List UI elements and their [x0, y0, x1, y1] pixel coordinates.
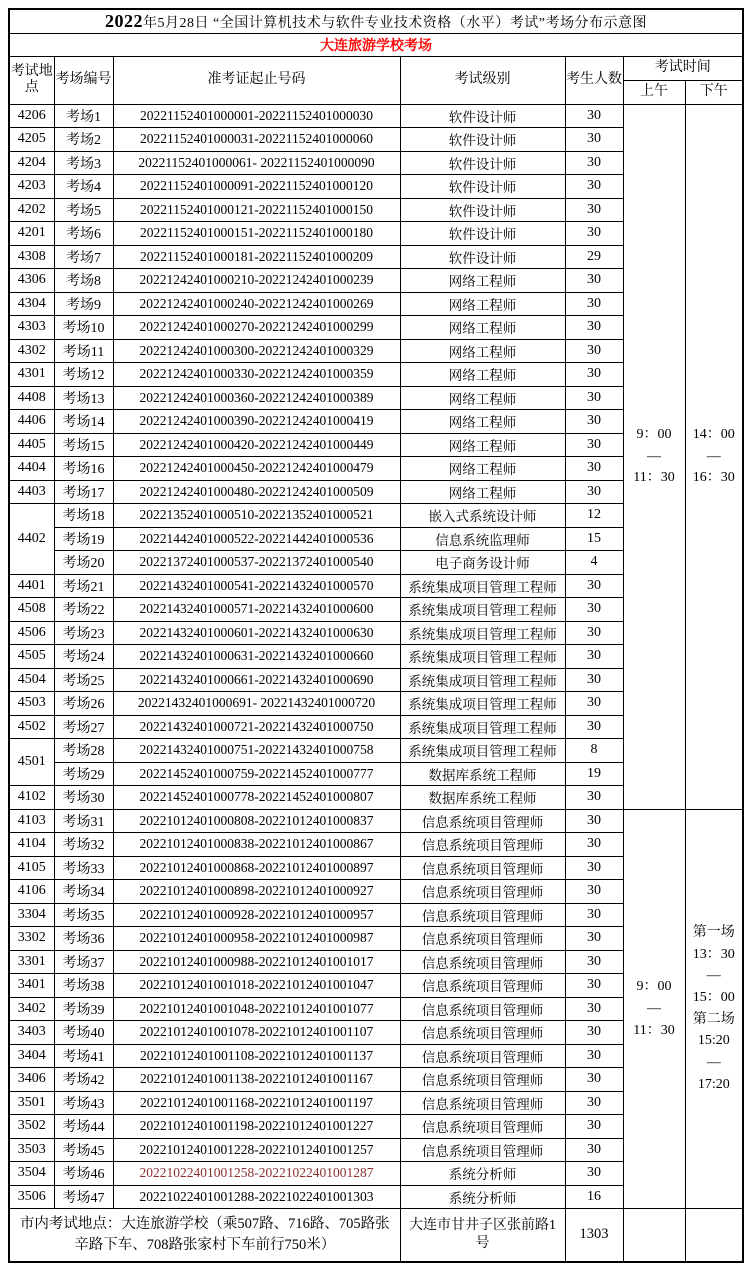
- exam-location-cell: 4503: [9, 692, 54, 716]
- ticket-range-cell: 20221242401000210-20221242401000239: [113, 269, 400, 293]
- afternoon-time-cell: 14：00 — 16：30: [685, 104, 743, 809]
- header-exam-level: 考试级别: [400, 57, 565, 105]
- exam-location-cell: 3506: [9, 1185, 54, 1209]
- exam-location-cell: 3503: [9, 1138, 54, 1162]
- examinee-count-cell: 30: [565, 903, 623, 927]
- exam-level-cell: 网络工程师: [400, 292, 565, 316]
- exam-room-cell: 考场25: [54, 668, 113, 692]
- exam-room-cell: 考场45: [54, 1138, 113, 1162]
- examinee-count-cell: 30: [565, 1115, 623, 1139]
- exam-room-cell: 考场1: [54, 104, 113, 128]
- ticket-range-cell: 20221012401001048-20221012401001077: [113, 997, 400, 1021]
- exam-room-cell: 考场42: [54, 1068, 113, 1092]
- ticket-range-cell: 20221012401000868-20221012401000897: [113, 856, 400, 880]
- ticket-range-cell: 20221242401000450-20221242401000479: [113, 457, 400, 481]
- exam-location-cell: 4502: [9, 715, 54, 739]
- exam-room-row: [9, 104, 743, 128]
- examinee-count-cell: 30: [565, 1021, 623, 1045]
- examinee-count-cell: 30: [565, 410, 623, 434]
- ticket-range-cell: 20221242401000360-20221242401000389: [113, 386, 400, 410]
- exam-level-cell: 信息系统项目管理师: [400, 1068, 565, 1092]
- exam-level-cell: 信息系统项目管理师: [400, 1138, 565, 1162]
- examinee-count-cell: 12: [565, 504, 623, 528]
- exam-location-cell: 4303: [9, 316, 54, 340]
- footer-morning-empty-cell: [623, 1209, 685, 1263]
- examinee-count-cell: 30: [565, 621, 623, 645]
- exam-level-cell: 软件设计师: [400, 151, 565, 175]
- exam-location-cell: 3304: [9, 903, 54, 927]
- exam-location-cell: 4501: [9, 739, 54, 786]
- header-ticket-range: 准考证起止号码: [113, 57, 400, 105]
- exam-location-cell: 4306: [9, 269, 54, 293]
- exam-level-cell: 系统集成项目管理工程师: [400, 715, 565, 739]
- exam-location-cell: 3401: [9, 974, 54, 998]
- exam-room-cell: 考场33: [54, 856, 113, 880]
- exam-location-cell: 4401: [9, 574, 54, 598]
- exam-level-cell: 信息系统项目管理师: [400, 1021, 565, 1045]
- exam-level-cell: 网络工程师: [400, 339, 565, 363]
- exam-level-cell: 网络工程师: [400, 269, 565, 293]
- exam-room-cell: 考场7: [54, 245, 113, 269]
- ticket-range-cell: 20221442401000522-20221442401000536: [113, 527, 400, 551]
- exam-level-cell: 数据库系统工程师: [400, 762, 565, 786]
- examinee-count-cell: 30: [565, 786, 623, 810]
- examinee-count-cell: 30: [565, 974, 623, 998]
- exam-level-cell: 系统分析师: [400, 1185, 565, 1209]
- examinee-count-cell: 30: [565, 269, 623, 293]
- examinee-count-cell: 30: [565, 692, 623, 716]
- exam-location-cell: 4408: [9, 386, 54, 410]
- exam-room-cell: 考场8: [54, 269, 113, 293]
- examinee-count-cell: 15: [565, 527, 623, 551]
- exam-location-cell: 4304: [9, 292, 54, 316]
- ticket-range-cell: 20221432401000721-20221432401000750: [113, 715, 400, 739]
- exam-room-cell: 考场30: [54, 786, 113, 810]
- exam-room-cell: 考场43: [54, 1091, 113, 1115]
- ticket-range-cell: 20221152401000061- 20221152401000090: [113, 151, 400, 175]
- exam-room-cell: 考场14: [54, 410, 113, 434]
- exam-location-cell: 4302: [9, 339, 54, 363]
- ticket-range-cell: 20221012401001138-20221012401001167: [113, 1068, 400, 1092]
- exam-room-cell: 考场19: [54, 527, 113, 551]
- examinee-count-cell: 30: [565, 457, 623, 481]
- exam-level-cell: 信息系统项目管理师: [400, 1115, 565, 1139]
- exam-level-cell: 网络工程师: [400, 386, 565, 410]
- examinee-count-cell: 29: [565, 245, 623, 269]
- exam-level-cell: 软件设计师: [400, 175, 565, 199]
- exam-location-cell: 3402: [9, 997, 54, 1021]
- examinee-count-cell: 30: [565, 668, 623, 692]
- ticket-range-cell: 20221012401000838-20221012401000867: [113, 833, 400, 857]
- exam-level-cell: 电子商务设计师: [400, 551, 565, 575]
- exam-location-cell: 4105: [9, 856, 54, 880]
- header-exam-time: 考试时间: [623, 57, 743, 81]
- exam-level-cell: 网络工程师: [400, 316, 565, 340]
- examinee-count-cell: 30: [565, 363, 623, 387]
- ticket-range-cell: 20221242401000390-20221242401000419: [113, 410, 400, 434]
- exam-level-cell: 系统集成项目管理工程师: [400, 692, 565, 716]
- examinee-count-cell: 30: [565, 715, 623, 739]
- exam-room-cell: 考场24: [54, 645, 113, 669]
- exam-location-cell: 4308: [9, 245, 54, 269]
- examinee-count-cell: 30: [565, 292, 623, 316]
- exam-distribution-table: [8, 8, 744, 1263]
- header-morning: 上午: [623, 80, 685, 104]
- exam-level-cell: 信息系统监理师: [400, 527, 565, 551]
- venue-title: 大连旅游学校考场: [9, 33, 743, 57]
- exam-level-cell: 信息系统项目管理师: [400, 1091, 565, 1115]
- ticket-range-cell: 20221432401000541-20221432401000570: [113, 574, 400, 598]
- examinee-count-cell: 30: [565, 339, 623, 363]
- exam-location-cell: 4203: [9, 175, 54, 199]
- ticket-range-cell: 20221352401000510-20221352401000521: [113, 504, 400, 528]
- exam-room-cell: 考场35: [54, 903, 113, 927]
- ticket-range-cell: 20221242401000420-20221242401000449: [113, 433, 400, 457]
- exam-room-cell: 考场4: [54, 175, 113, 199]
- examinee-count-cell: 30: [565, 880, 623, 904]
- exam-level-cell: 系统集成项目管理工程师: [400, 621, 565, 645]
- ticket-range-cell: 20221152401000151-20221152401000180: [113, 222, 400, 246]
- examinee-count-cell: 30: [565, 222, 623, 246]
- examinee-count-cell: 30: [565, 1138, 623, 1162]
- exam-level-cell: 网络工程师: [400, 363, 565, 387]
- examinee-count-cell: 8: [565, 739, 623, 763]
- ticket-range-cell: 20221372401000537-20221372401000540: [113, 551, 400, 575]
- exam-location-cell: 4202: [9, 198, 54, 222]
- ticket-range-cell: 20221012401001108-20221012401001137: [113, 1044, 400, 1068]
- exam-location-cell: 3302: [9, 927, 54, 951]
- ticket-range-cell: 20221152401000031-20221152401000060: [113, 128, 400, 152]
- exam-level-cell: 网络工程师: [400, 457, 565, 481]
- exam-room-cell: 考场11: [54, 339, 113, 363]
- exam-room-cell: 考场37: [54, 950, 113, 974]
- exam-level-cell: 数据库系统工程师: [400, 786, 565, 810]
- examinee-count-cell: 30: [565, 598, 623, 622]
- exam-level-cell: 网络工程师: [400, 433, 565, 457]
- exam-room-cell: 考场47: [54, 1185, 113, 1209]
- exam-location-cell: 3404: [9, 1044, 54, 1068]
- exam-location-cell: 3502: [9, 1115, 54, 1139]
- header-examinee-count: 考生人数: [565, 57, 623, 105]
- exam-location-cell: 4506: [9, 621, 54, 645]
- exam-room-cell: 考场34: [54, 880, 113, 904]
- exam-level-cell: 系统分析师: [400, 1162, 565, 1186]
- venue-address-cell: 大连市甘井子区张前路1号: [400, 1209, 565, 1263]
- header-afternoon: 下午: [685, 80, 743, 104]
- examinee-count-cell: 30: [565, 386, 623, 410]
- examinee-count-cell: 30: [565, 1091, 623, 1115]
- exam-level-cell: 软件设计师: [400, 245, 565, 269]
- examinee-count-cell: 30: [565, 997, 623, 1021]
- afternoon-time-cell: 第一场 13：30 — 15：00 第二场 15:20 — 17:20: [685, 809, 743, 1209]
- exam-level-cell: 系统集成项目管理工程师: [400, 668, 565, 692]
- ticket-range-cell: 20221012401000928-20221012401000957: [113, 903, 400, 927]
- exam-location-cell: 4104: [9, 833, 54, 857]
- exam-location-cell: 3504: [9, 1162, 54, 1186]
- ticket-range-cell: 20221022401001258-20221022401001287: [113, 1162, 400, 1186]
- page-title-year: 2022: [105, 10, 144, 31]
- morning-time-cell: 9：00 — 11：30: [623, 809, 685, 1209]
- exam-location-cell: 4301: [9, 363, 54, 387]
- ticket-range-cell: 20221242401000330-20221242401000359: [113, 363, 400, 387]
- exam-location-cell: 4106: [9, 880, 54, 904]
- ticket-range-cell: 20221452401000759-20221452401000777: [113, 762, 400, 786]
- exam-room-cell: 考场2: [54, 128, 113, 152]
- exam-room-cell: 考场23: [54, 621, 113, 645]
- exam-room-cell: 考场39: [54, 997, 113, 1021]
- ticket-range-cell: 20221012401001228-20221012401001257: [113, 1138, 400, 1162]
- exam-room-cell: 考场21: [54, 574, 113, 598]
- page-title: [9, 9, 743, 33]
- exam-room-cell: 考场15: [54, 433, 113, 457]
- exam-level-cell: 信息系统项目管理师: [400, 927, 565, 951]
- examinee-count-cell: 30: [565, 833, 623, 857]
- exam-location-cell: 4505: [9, 645, 54, 669]
- ticket-range-cell: 20221152401000091-20221152401000120: [113, 175, 400, 199]
- exam-location-cell: 3406: [9, 1068, 54, 1092]
- ticket-range-cell: 20221242401000240-20221242401000269: [113, 292, 400, 316]
- header-row-1: [9, 57, 743, 81]
- exam-level-cell: 信息系统项目管理师: [400, 880, 565, 904]
- exam-level-cell: 网络工程师: [400, 480, 565, 504]
- examinee-count-cell: 16: [565, 1185, 623, 1209]
- ticket-range-cell: 20221012401001198-20221012401001227: [113, 1115, 400, 1139]
- exam-level-cell: 信息系统项目管理师: [400, 950, 565, 974]
- ticket-range-cell: 20221432401000571-20221432401000600: [113, 598, 400, 622]
- exam-level-cell: 系统集成项目管理工程师: [400, 645, 565, 669]
- exam-level-cell: 系统集成项目管理工程师: [400, 598, 565, 622]
- title-row: [9, 9, 743, 33]
- exam-location-cell: 4405: [9, 433, 54, 457]
- ticket-range-cell: 20221012401000898-20221012401000927: [113, 880, 400, 904]
- exam-room-cell: 考场32: [54, 833, 113, 857]
- examinee-count-cell: 30: [565, 856, 623, 880]
- exam-level-cell: 软件设计师: [400, 104, 565, 128]
- examinee-count-cell: 30: [565, 809, 623, 833]
- header-exam-location: 考试地点: [9, 57, 54, 105]
- exam-level-cell: 系统集成项目管理工程师: [400, 574, 565, 598]
- exam-room-cell: 考场16: [54, 457, 113, 481]
- exam-room-cell: 考场44: [54, 1115, 113, 1139]
- examinee-count-cell: 30: [565, 1068, 623, 1092]
- ticket-range-cell: 20221012401001168-20221012401001197: [113, 1091, 400, 1115]
- examinee-count-cell: 30: [565, 480, 623, 504]
- exam-location-cell: 3403: [9, 1021, 54, 1045]
- exam-room-cell: 考场9: [54, 292, 113, 316]
- exam-location-cell: 4204: [9, 151, 54, 175]
- exam-room-cell: 考场36: [54, 927, 113, 951]
- exam-location-cell: 4205: [9, 128, 54, 152]
- ticket-range-cell: 20221452401000778-20221452401000807: [113, 786, 400, 810]
- exam-location-cell: 4103: [9, 809, 54, 833]
- exam-level-cell: 信息系统项目管理师: [400, 809, 565, 833]
- ticket-range-cell: 20221242401000270-20221242401000299: [113, 316, 400, 340]
- ticket-range-cell: 20221012401000958-20221012401000987: [113, 927, 400, 951]
- examinee-count-cell: 30: [565, 950, 623, 974]
- ticket-range-cell: 20221012401000808-20221012401000837: [113, 809, 400, 833]
- exam-level-cell: 信息系统项目管理师: [400, 1044, 565, 1068]
- exam-location-cell: 4406: [9, 410, 54, 434]
- ticket-range-cell: 20221432401000691- 20221432401000720: [113, 692, 400, 716]
- exam-room-cell: 考场3: [54, 151, 113, 175]
- city-exam-location-note: 市内考试地点：大连旅游学校（乘507路、716路、705路张辛路下车、708路张家村下车前行750米）: [9, 1209, 400, 1263]
- exam-level-cell: 信息系统项目管理师: [400, 997, 565, 1021]
- morning-time-cell: 9：00 — 11：30: [623, 104, 685, 809]
- ticket-range-cell: 20221432401000631-20221432401000660: [113, 645, 400, 669]
- examinee-count-cell: 30: [565, 316, 623, 340]
- exam-room-cell: 考场18: [54, 504, 113, 528]
- exam-level-cell: 信息系统项目管理师: [400, 974, 565, 998]
- exam-room-cell: 考场46: [54, 1162, 113, 1186]
- exam-location-cell: 4504: [9, 668, 54, 692]
- ticket-range-cell: 20221152401000001-20221152401000030: [113, 104, 400, 128]
- exam-room-cell: 考场28: [54, 739, 113, 763]
- exam-location-cell: 4508: [9, 598, 54, 622]
- exam-location-cell: 4201: [9, 222, 54, 246]
- ticket-range-cell: 20221432401000661-20221432401000690: [113, 668, 400, 692]
- exam-level-cell: 信息系统项目管理师: [400, 856, 565, 880]
- examinee-count-cell: 4: [565, 551, 623, 575]
- exam-room-cell: 考场12: [54, 363, 113, 387]
- page-title-rest: 年5月28日 “全国计算机技术与软件专业技术资格（水平）考试”考场分布示意图: [143, 15, 647, 31]
- examinee-count-cell: 30: [565, 433, 623, 457]
- exam-room-row: [9, 809, 743, 833]
- exam-level-cell: 信息系统项目管理师: [400, 903, 565, 927]
- exam-room-cell: 考场38: [54, 974, 113, 998]
- footer-row: [9, 1209, 743, 1263]
- exam-location-cell: 4403: [9, 480, 54, 504]
- ticket-range-cell: 20221242401000480-20221242401000509: [113, 480, 400, 504]
- ticket-range-cell: 20221432401000601-20221432401000630: [113, 621, 400, 645]
- footer-afternoon-empty-cell: [685, 1209, 743, 1263]
- examinee-count-cell: 30: [565, 645, 623, 669]
- exam-location-cell: 4402: [9, 504, 54, 575]
- examinee-count-cell: 30: [565, 1162, 623, 1186]
- examinee-count-cell: 30: [565, 198, 623, 222]
- exam-level-cell: 网络工程师: [400, 410, 565, 434]
- exam-room-cell: 考场6: [54, 222, 113, 246]
- ticket-range-cell: 20221152401000121-20221152401000150: [113, 198, 400, 222]
- exam-location-cell: 4102: [9, 786, 54, 810]
- exam-room-cell: 考场22: [54, 598, 113, 622]
- ticket-range-cell: 20221012401001078-20221012401001107: [113, 1021, 400, 1045]
- exam-level-cell: 信息系统项目管理师: [400, 833, 565, 857]
- ticket-range-cell: 20221432401000751-20221432401000758: [113, 739, 400, 763]
- header-room-number: 考场编号: [54, 57, 113, 105]
- total-examinees-cell: 1303: [565, 1209, 623, 1263]
- venue-title-row: [9, 33, 743, 57]
- exam-level-cell: 嵌入式系统设计师: [400, 504, 565, 528]
- examinee-count-cell: 30: [565, 151, 623, 175]
- exam-room-cell: 考场20: [54, 551, 113, 575]
- exam-level-cell: 系统集成项目管理工程师: [400, 739, 565, 763]
- exam-table-body: [9, 104, 743, 1262]
- exam-location-cell: 4404: [9, 457, 54, 481]
- exam-room-cell: 考场17: [54, 480, 113, 504]
- examinee-count-cell: 30: [565, 128, 623, 152]
- exam-room-cell: 考场13: [54, 386, 113, 410]
- exam-room-cell: 考场40: [54, 1021, 113, 1045]
- examinee-count-cell: 30: [565, 104, 623, 128]
- examinee-count-cell: 30: [565, 574, 623, 598]
- ticket-range-cell: 20221012401001018-20221012401001047: [113, 974, 400, 998]
- ticket-range-cell: 20221242401000300-20221242401000329: [113, 339, 400, 363]
- exam-room-cell: 考场41: [54, 1044, 113, 1068]
- exam-room-cell: 考场31: [54, 809, 113, 833]
- exam-level-cell: 软件设计师: [400, 198, 565, 222]
- ticket-range-cell: 20221022401001288-20221022401001303: [113, 1185, 400, 1209]
- exam-location-cell: 4206: [9, 104, 54, 128]
- exam-location-cell: 3301: [9, 950, 54, 974]
- exam-location-cell: 3501: [9, 1091, 54, 1115]
- examinee-count-cell: 30: [565, 927, 623, 951]
- examinee-count-cell: 19: [565, 762, 623, 786]
- exam-level-cell: 软件设计师: [400, 128, 565, 152]
- examinee-count-cell: 30: [565, 1044, 623, 1068]
- exam-room-cell: 考场10: [54, 316, 113, 340]
- exam-room-cell: 考场29: [54, 762, 113, 786]
- ticket-range-cell: 20221012401000988-20221012401001017: [113, 950, 400, 974]
- examinee-count-cell: 30: [565, 175, 623, 199]
- exam-room-cell: 考场26: [54, 692, 113, 716]
- exam-level-cell: 软件设计师: [400, 222, 565, 246]
- exam-room-cell: 考场5: [54, 198, 113, 222]
- exam-room-cell: 考场27: [54, 715, 113, 739]
- ticket-range-cell: 20221152401000181-20221152401000209: [113, 245, 400, 269]
